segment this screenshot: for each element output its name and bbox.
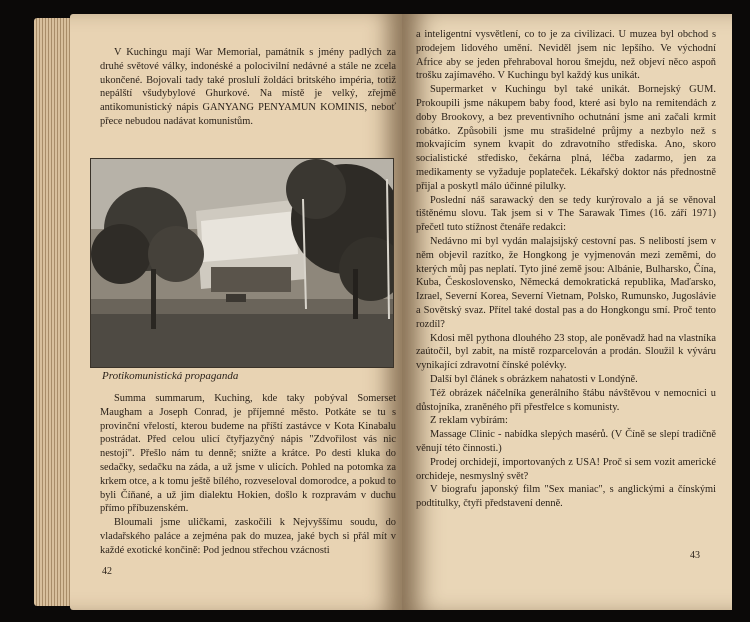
paragraph: Supermarket v Kuchingu byl také unikát. Bornejský GUM. Prokoupili jsme nákupem baby food, které asi bylo na remitendách z doby Brookovy, a bez preventivního ochutnání jsme ani začali krmit robátko. Způsobili jsme mu strašidelné průjmy a nezbylo než s mokvajícím synem kvapit do zdravotního střediska. Ano, skoro socialistické středisko, čekárna plná, léčba zadarmo, jen za medikamenty se vyžaduje poplateček. Lékařský doktor nás přednostně přijal a poskytl málo účinné pilulky. [416, 84, 716, 192]
photo-caption: Protikomunistická propaganda [102, 370, 239, 382]
paragraph: Kdosi měl pythona dlouhého 23 stop, ale poněvadž had na vlastníka zaútočil, byl zabit, na místě rozparcelován a prodán. Sloužil k výváru vynikající zdravotní čínské polévky. [416, 332, 716, 372]
left-bottom-text [100, 392, 396, 558]
paragraph: a inteligentní vysvětlení, co to je za civilizaci. U muzea byl obchod s prodejem lidového umění. Neviděl jsem nic lepšího. Ve východní Africe aby se jeden přehraboval horou šmejdu, než objeví něco aspoň trošku zajímavého. V Kuchingu byl každý kus unikát. [416, 29, 716, 82]
paragraph: Nedávno mi byl vydán malajsijský cestovní pas. S nelibostí jsem v něm objevil razítko, že Hongkong je vyjmenován mezi zeměmi, do kterých můj pas neplatí. Tyto jiné země jsou: Albánie, Bulharsko, Čína, Kuba, Československo, Německá demokratická republika, Maďarsko, Izrael, Severní Korea, Severní Vietnam, Polsko, Rumunsko, Jugoslávie a Sovětský svaz. Přítel také dostal pas a do Hongkongu smí. Proč tento rozdíl? [416, 235, 716, 330]
paragraph: Massage Clinic - nabídka slepých masérů. (V Číně se slepí tradičně věnují této činnosti.) [416, 429, 716, 454]
open-book [14, 6, 730, 606]
left-top-text [100, 46, 396, 129]
paragraph: Poslední náš sarawacký den se tedy kurýrovalo a já se věnoval tištěnému slovu. Tak jsem si v The Sarawak Times (16. září 1971) přečetl tuto stížnost čtenáře redakci: [416, 194, 716, 234]
paragraph: V biografu japonský film "Sex maniac", s anglickými a čínskými podtitulky, čtyři představení denně. [416, 484, 716, 510]
photo-image [91, 159, 393, 367]
paragraph: Další byl článek s obrázkem nahatosti v Londýně. [430, 373, 638, 385]
paragraph: Bloumali jsme uličkami, zaskočili k Nejvyššímu soudu, do vladařského paláce a zejména pak do muzea, jaké bych si přál mít v každé exotické končině: Pod jednou střechou vzácnosti [100, 517, 396, 556]
paragraph: Summa summarum, Kuching, kde taky pobýval Somerset Maugham a Joseph Conrad, je příjemné město. Potkáte se tu s provinční vřelostí, kterou budeme na příští zastávce v Kota Kinabalu postrádat. Před celou ulicí čtyřjazyčný nápis "Zdvořilost vás nic nestojí". Přešlo nám tu denně; snižte a krátce. Po desti kluka do sedačky, sedačku na záda, a už jsme v ulicích. Pohled na potomka za krkem otce, a k tomu ještě bílého, rozveseloval domorodce, a pokud to byli Číňané, a už jim dialektu Hokien, došlo k rozpravám v duchu přímo příbuzenském. [100, 393, 396, 515]
paragraph: Z reklam vybírám: [430, 415, 508, 427]
right-text [416, 28, 716, 511]
photo-propaganda [90, 158, 394, 368]
paragraph: Prodej orchidejí, importovaných z USA! Proč si sem vozit americké orchideje, nesmyslný svět? [416, 456, 716, 482]
page-number-left: 42 [102, 566, 112, 577]
paragraph: V Kuchingu mají War Memorial, památník s jmény padlých za druhé světové války, indonéské a polocivilní nedávné a stále ne zcela ukončené. Bojovali tady také proslulí žoldáci britského impéria, totiž nepálští všudybylové Ghurkové. Na místě je velký, zřejmě antikomunistický nápis GANYANG PENYAMUN KOMINIS, neboť přece nebudou nadávat komunistům. [100, 47, 396, 127]
paragraph: Též obrázek náčelníka generálního štábu návštěvou v nemocnici u důstojníka, zraněného při přestřelce s komunisty. [416, 387, 716, 413]
left-page [70, 14, 402, 610]
page-number-right: 43 [690, 550, 700, 561]
right-page [402, 14, 732, 610]
